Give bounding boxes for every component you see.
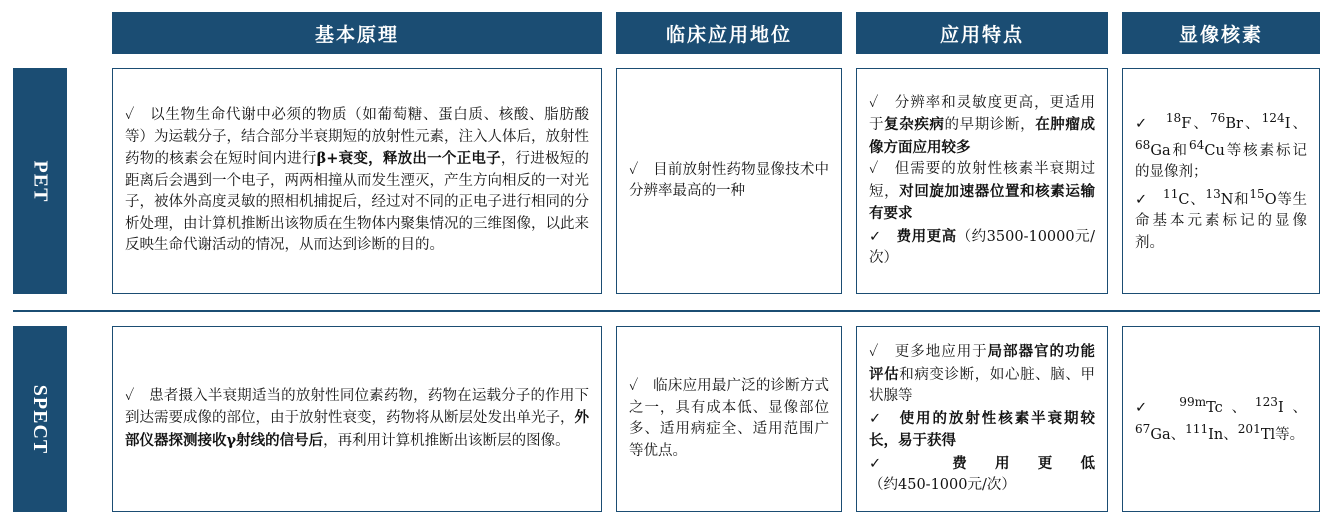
row-label-pet-text: PET — [29, 160, 52, 202]
spect-clinical-status-text: ✓ 临床应用最广泛的诊断方式之一，具有成本低、显像部位多、适用病症全、适用范围广等优点。 — [629, 378, 829, 459]
pet-feature-resolution: ✓ 分辨率和灵敏度更高，更适用于复杂疾病的早期诊断，在肿瘤成像方面应用较多 — [869, 94, 1096, 156]
spect-feature-cost: ✓ 费用更低（约450-1000元/次） — [869, 454, 1095, 494]
pet-principle-cell — [112, 68, 602, 294]
header-principle: 基本原理 — [112, 12, 602, 54]
pet-feature-cost: ✓ 费用更高（约3500-10000元/次） — [869, 227, 1095, 266]
pet-features-cell — [856, 68, 1108, 294]
pet-nuclides-line1: ✓ $^{18}$F、$^{76}$Br、$^{124}$I、$^{68}$Ga和$^{64}$Cu等核素标记的显像剂； — [1135, 110, 1308, 181]
row-label-pet — [13, 68, 67, 294]
spect-nuclides-text: ✓ $^{99m}$Tc、$^{123}$I、$^{67}$Ga、$^{111}$In、$^{201}$Tl等。 — [1135, 394, 1308, 443]
pet-clinical-status-cell — [616, 68, 842, 294]
pet-nuclides-line2: ✓ $^{11}$C、$^{13}$N和$^{15}$O等生命基本元素标记的显像剂。 — [1135, 186, 1308, 251]
header-clinical-status: 临床应用地位 — [616, 12, 842, 54]
spect-features-cell — [856, 326, 1108, 512]
header-features: 应用特点 — [856, 12, 1108, 54]
row-label-spect — [13, 326, 67, 512]
spect-nuclides-cell — [1122, 326, 1320, 512]
spect-clinical-status-cell — [616, 326, 842, 512]
spect-feature-usage: ✓ 更多地应用于局部器官的功能评估和病变诊断，如心脏、脑、甲状腺等 — [869, 343, 1096, 405]
spect-principle-cell — [112, 326, 602, 512]
pet-clinical-status-text: ✓ 目前放射性药物显像技术中分辨率最高的一种 — [629, 161, 829, 199]
row-label-spect-text: SPECT — [29, 384, 52, 454]
row-separator — [13, 310, 1320, 312]
header-nuclides: 显像核素 — [1122, 12, 1320, 54]
pet-nuclides-cell — [1122, 68, 1320, 294]
pet-feature-halflife: ✓ 但需要的放射性核素半衰期过短，对回旋加速器位置和核素运输有要求 — [869, 161, 1096, 222]
pet-principle-text: ✓ 以生物生命代谢中必须的物质（如葡萄糖、蛋白质、核酸、脂肪酸等）为运载分子，结合部分半衰期短的放射性元素，注入人体后，放射性药物的核素会在短时间内进行β+衰变，释放出一个正电子，行进极短的距离后会遇到一个电子，两两相撞从而发生湮灭，产生方向相反的一对光子，被体外高度灵敏的照相机捕捉后，经过对不同的正电子进行相同的分析处理，由计算机推断出该物质在生物体内聚集情况的三维图像，以此来反映生命代谢活动的情况，从而达到诊断的目的。 — [125, 107, 590, 254]
spect-feature-halflife: ✓ 使用的放射性核素半衰期较长，易于获得 — [869, 409, 1096, 450]
spect-principle-text: ✓ 患者摄入半衰期适当的放射性同位素药物，药物在运载分子的作用下到达需要成像的部位，由于放射性衰变，药物将从断层处发出单光子，外部仪器探测接收γ射线的信号后，再利用计算机推断出该断层的图像。 — [125, 387, 589, 449]
